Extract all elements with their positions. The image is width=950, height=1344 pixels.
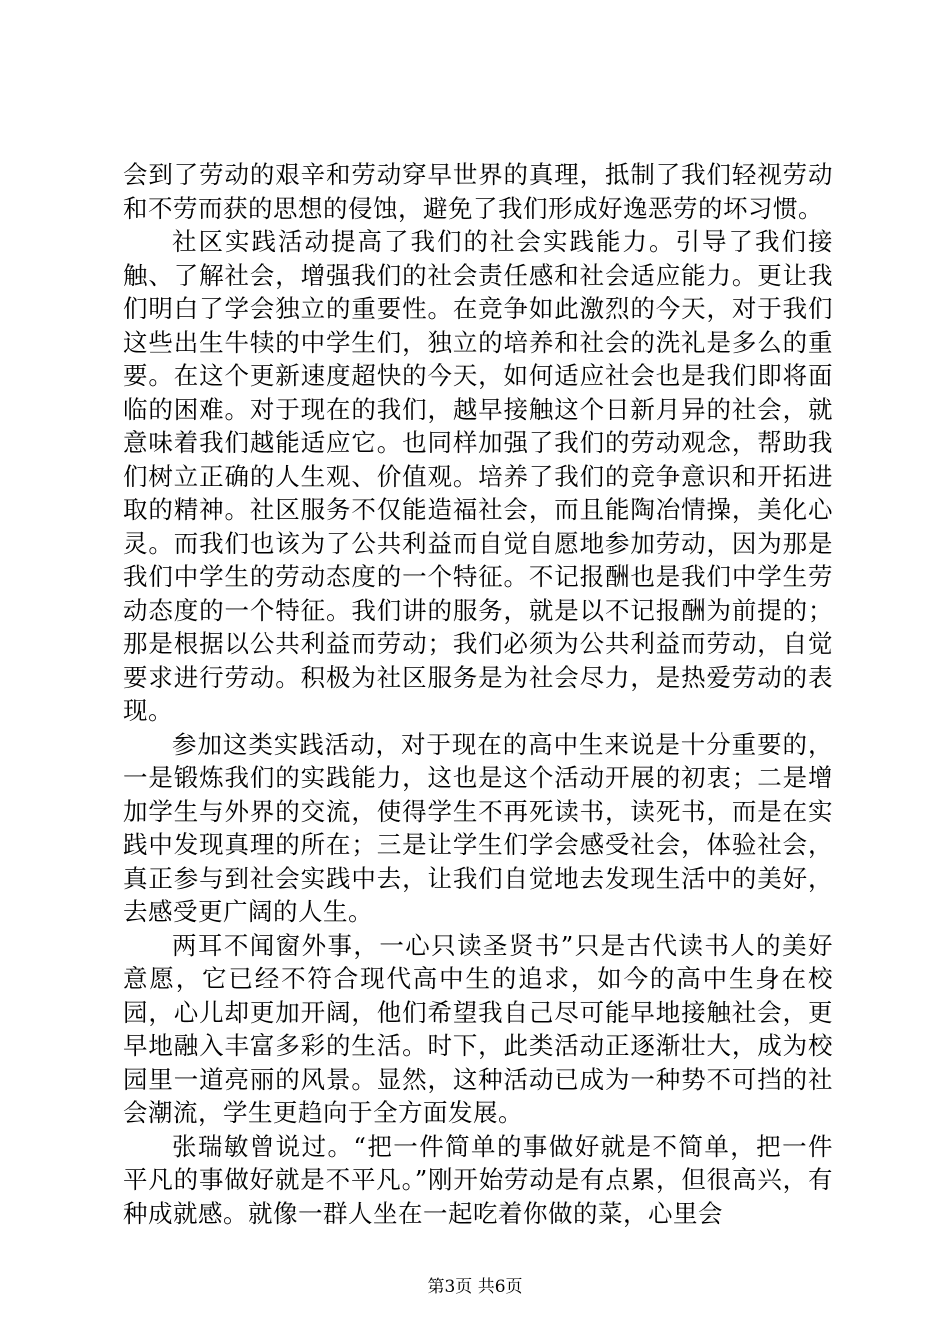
- paragraph-5: 张瑞敏曾说过。“把一件简单的事做好就是不简单，把一件平凡的事做好就是不平凡。”刚开始劳动是有点累，但很高兴，有种成就感。就像一群人坐在一起吃着你做的菜，心里会: [123, 1131, 833, 1228]
- paragraph-3: 参加这类实践活动，对于现在的高中生来说是十分重要的，一是锻炼我们的实践能力，这也是这个活动开展的初衷；二是增加学生与外界的交流，使得学生不再死读书，读死书，而是在实践中发现真理的所在；三是让学生们学会感受社会，体验社会，真正参与到社会实践中去，让我们自觉地去发现生活中的美好，去感受更广阔的人生。: [123, 729, 833, 926]
- paragraph-1: 会到了劳动的艰辛和劳动穿早世界的真理，抵制了我们轻视劳动和不劳而获的思想的侵蚀，避免了我们形成好逸恶劳的坏习惯。: [123, 160, 833, 223]
- document-body: [123, 158, 833, 1230]
- paragraph-4: 两耳不闻窗外事，一心只读圣贤书”只是古代读书人的美好意愿，它已经不符合现代高中生的追求，如今的高中生身在校园，心儿却更加开阔，他们希望我自己尽可能早地接触社会，更早地融入丰富多彩的生活。时下，此类活动正逐渐壮大，成为校园里一道亮丽的风景。显然，这种活动已成为一种势不可挡的社会潮流，学生更趋向于全方面发展。: [123, 930, 833, 1127]
- paragraph-2: 社区实践活动提高了我们的社会实践能力。引导了我们接触、了解社会，增强我们的社会责任感和社会适应能力。更让我们明白了学会独立的重要性。在竞争如此激烈的今天，对于我们这些出生牛犊的中学生们，独立的培养和社会的洗礼是多么的重要。在这个更新速度超快的今天，如何适应社会也是我们即将面临的困难。对于现在的我们，越早接触这个日新月异的社会，就意味着我们越能适应它。也同样加强了我们的劳动观念，帮助我们树立正确的人生观、价值观。培养了我们的竞争意识和开拓进取的精神。社区服务不仅能造福社会，而且能陶冶情操，美化心灵。而我们也该为了公共利益而自觉自愿地参加劳动，因为那是我们中学生的劳动态度的一个特征。不记报酬也是我们中学生劳动态度的一个特征。我们讲的服务，就是以不记报酬为前提的；那是根据以公共利益而劳动；我们必须为公共利益而劳动，自觉要求进行劳动。积极为社区服务是为社会尽力，是热爱劳动的表现。: [123, 227, 833, 725]
- page-number-footer: 第3页 共6页: [427, 1277, 523, 1297]
